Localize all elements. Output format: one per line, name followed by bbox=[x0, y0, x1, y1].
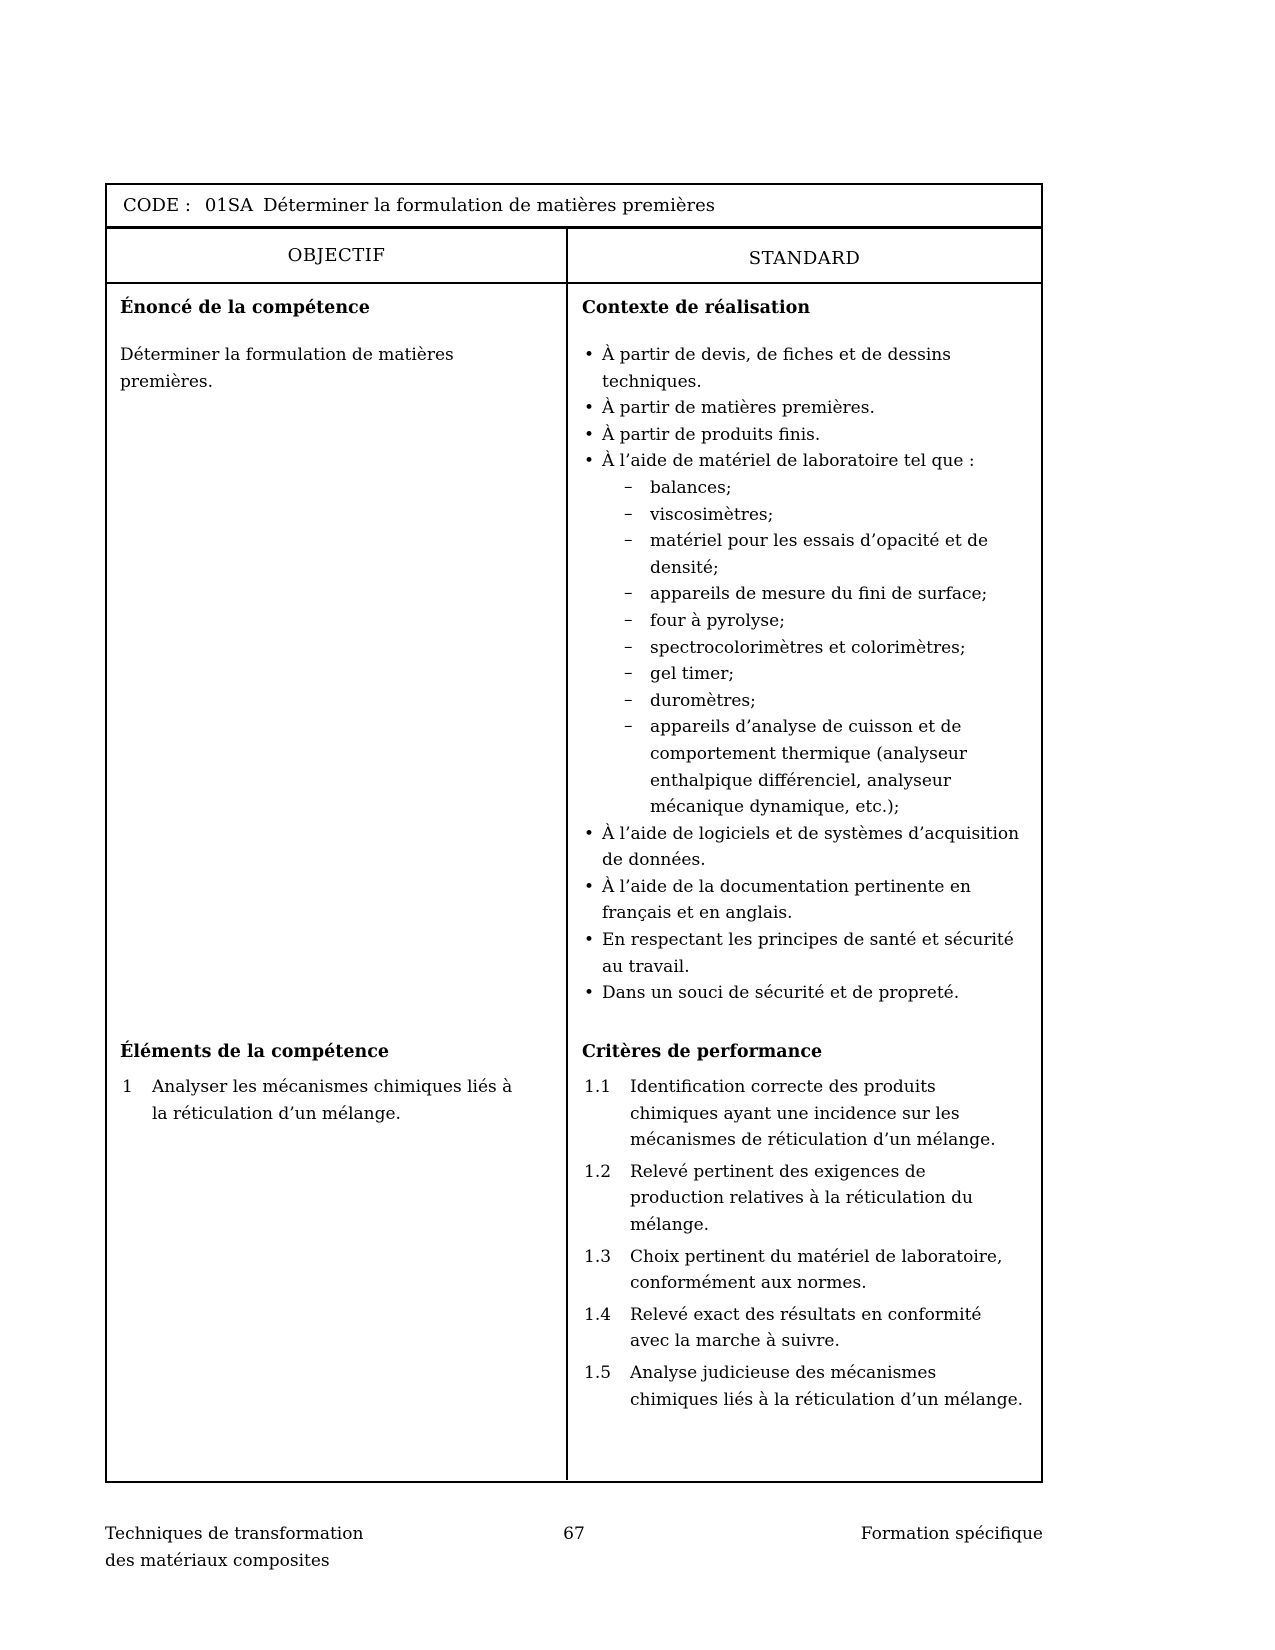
code-row bbox=[107, 185, 1041, 229]
criteria-section bbox=[582, 1039, 1025, 1418]
standard-cell bbox=[566, 284, 1041, 1480]
content-row bbox=[107, 284, 1041, 1480]
context-subitem-text: viscosimètres; bbox=[650, 504, 774, 525]
context-subitem bbox=[582, 528, 1025, 581]
context-item bbox=[582, 821, 1025, 874]
context-subitem-text: balances; bbox=[650, 477, 732, 498]
context-subitem-text: matériel pour les essais d’opacité et de densité; bbox=[650, 531, 989, 578]
enonce-text: Déterminer la formulation de matières premières. bbox=[120, 345, 454, 392]
code-title: Déterminer la formulation de matières premières bbox=[263, 195, 716, 216]
footer-document-title bbox=[105, 1521, 514, 1574]
context-subitem bbox=[582, 714, 1025, 820]
standard-header-label: STANDARD bbox=[748, 248, 861, 269]
contexte-heading: Contexte de réalisation bbox=[582, 298, 811, 318]
standard-column-header bbox=[566, 229, 1041, 282]
objectif-header-label: OBJECTIF bbox=[287, 245, 386, 266]
context-item bbox=[582, 927, 1025, 980]
context-item bbox=[582, 342, 1025, 395]
context-item-text: À l’aide de la documentation pertinente en français et en anglais. bbox=[602, 876, 971, 924]
criteria-item bbox=[582, 1244, 1025, 1297]
context-subitem-text: appareils d’analyse de cuisson et de comportement thermique (analyseur enthalpique différenciel, analyseur mécanique dynamique, etc.); bbox=[650, 717, 967, 818]
objectif-cell bbox=[107, 284, 566, 1480]
code-label: CODE : bbox=[123, 195, 191, 216]
context-list bbox=[582, 342, 1025, 1007]
dash-icon: – bbox=[624, 663, 633, 684]
context-item-text: À partir de devis, de fiches et de dessins techniques. bbox=[602, 345, 951, 392]
bullet-icon: • bbox=[584, 930, 595, 951]
footer-title-line2: des matériaux composites bbox=[105, 1550, 330, 1571]
criteria-text: Choix pertinent du matériel de laboratoire, conformément aux normes. bbox=[630, 1246, 1003, 1294]
context-item bbox=[582, 980, 1025, 1007]
footer-section-label: Formation spécifique bbox=[860, 1524, 1043, 1544]
criteria-text: Identification correcte des produits chimiques ayant une incidence sur les mécanismes de réticulation d’un mélange. bbox=[630, 1077, 996, 1151]
criteria-item bbox=[582, 1074, 1025, 1154]
context-subitem bbox=[582, 608, 1025, 635]
footer-title-line1: Techniques de transformation bbox=[105, 1524, 364, 1544]
bullet-icon: • bbox=[584, 345, 595, 365]
criteria-number: 1.1 bbox=[584, 1077, 612, 1097]
criteria-item bbox=[582, 1302, 1025, 1355]
context-item bbox=[582, 448, 1025, 475]
context-item-text: À partir de matières premières. bbox=[602, 398, 875, 419]
context-item-text: À l’aide de matériel de laboratoire tel que : bbox=[602, 451, 975, 472]
context-subitem-text: duromètres; bbox=[650, 690, 756, 711]
context-subitem-text: four à pyrolyse; bbox=[650, 610, 785, 631]
bullet-icon: • bbox=[584, 876, 595, 897]
bullet-icon: • bbox=[584, 823, 595, 844]
context-subitem-text: spectrocolorimètres et colorimètres; bbox=[650, 637, 966, 658]
context-subitem bbox=[582, 475, 1025, 502]
context-item-text: En respectant les principes de santé et sécurité au travail. bbox=[602, 930, 1014, 977]
elements-heading: Éléments de la compétence bbox=[120, 1042, 390, 1062]
page-number: 67 bbox=[563, 1524, 585, 1544]
bullet-icon: • bbox=[584, 424, 595, 445]
element-item bbox=[120, 1074, 550, 1127]
dash-icon: – bbox=[624, 609, 633, 630]
column-headers-row bbox=[107, 229, 1041, 284]
element-number: 1 bbox=[122, 1077, 133, 1097]
competency-table bbox=[105, 183, 1043, 1483]
dash-icon: – bbox=[624, 503, 633, 524]
criteria-item bbox=[582, 1159, 1025, 1239]
page-footer bbox=[105, 1521, 1043, 1574]
bullet-icon: • bbox=[584, 983, 595, 1004]
criteria-text: Relevé pertinent des exigences de production relatives à la réticulation du mélange. bbox=[630, 1161, 973, 1235]
enonce-heading: Énoncé de la compétence bbox=[120, 298, 370, 318]
code-value: 01SA bbox=[204, 195, 254, 216]
bullet-icon: • bbox=[584, 398, 595, 419]
context-item bbox=[582, 395, 1025, 422]
criteria-item bbox=[582, 1360, 1025, 1413]
bullet-icon: • bbox=[584, 451, 595, 472]
context-item bbox=[582, 874, 1025, 927]
dash-icon: – bbox=[624, 716, 633, 737]
dash-icon: – bbox=[624, 476, 633, 497]
context-subitem bbox=[582, 502, 1025, 529]
dash-icon: – bbox=[624, 583, 633, 604]
objectif-column-header bbox=[107, 229, 566, 282]
criteria-list bbox=[582, 1074, 1025, 1413]
element-text: Analyser les mécanismes chimiques liés à la réticulation d’un mélange. bbox=[152, 1077, 513, 1124]
context-subitem bbox=[582, 635, 1025, 662]
criteria-text: Relevé exact des résultats en conformité avec la marche à suivre. bbox=[630, 1304, 982, 1352]
criteria-text: Analyse judicieuse des mécanismes chimiques liés à la réticulation d’un mélange. bbox=[630, 1362, 1024, 1410]
context-item-text: À partir de produits finis. bbox=[602, 424, 821, 445]
context-subitem bbox=[582, 688, 1025, 715]
context-item-text: À l’aide de logiciels et de systèmes d’acquisition de données. bbox=[602, 823, 1020, 871]
elements-section bbox=[120, 1039, 550, 1127]
context-subitem-text: gel timer; bbox=[650, 664, 735, 685]
context-subitem-text: appareils de mesure du fini de surface; bbox=[650, 584, 988, 605]
criteria-number: 1.5 bbox=[584, 1362, 612, 1383]
criteria-number: 1.2 bbox=[584, 1161, 612, 1182]
context-item bbox=[582, 422, 1025, 449]
context-item-text: Dans un souci de sécurité et de propreté. bbox=[602, 983, 960, 1004]
context-subitem bbox=[582, 661, 1025, 688]
criteria-heading: Critères de performance bbox=[582, 1042, 823, 1062]
dash-icon: – bbox=[624, 689, 633, 710]
context-subitem bbox=[582, 581, 1025, 608]
dash-icon: – bbox=[624, 636, 633, 657]
criteria-number: 1.4 bbox=[584, 1304, 612, 1325]
criteria-number: 1.3 bbox=[584, 1246, 612, 1267]
dash-icon: – bbox=[624, 530, 633, 551]
